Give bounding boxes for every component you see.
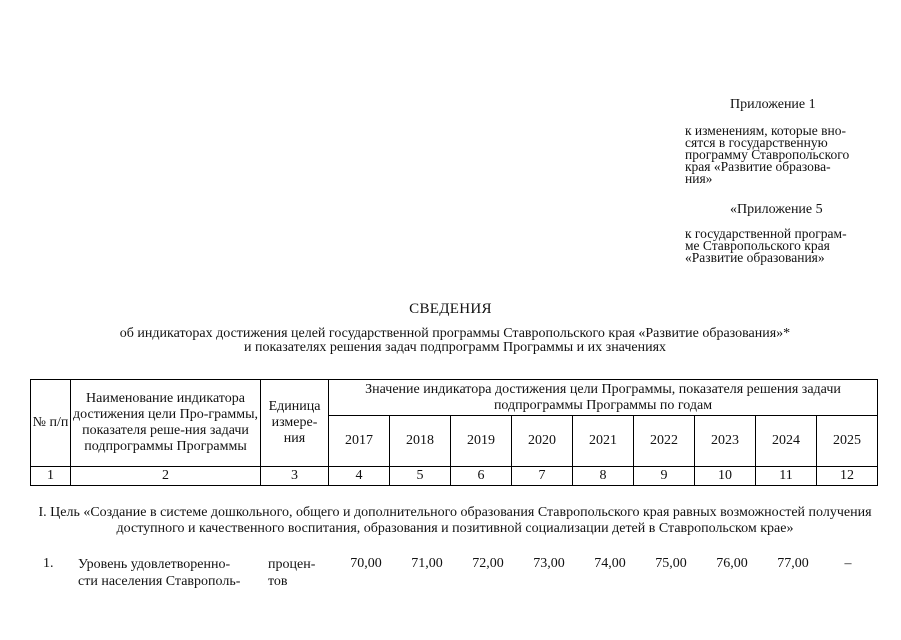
- row-name-line: Уровень удовлетворенно-: [78, 557, 231, 572]
- appendix-1-note-line: ния»: [685, 171, 713, 186]
- header-cell-number: № п/п: [31, 380, 71, 467]
- header-year: 2018: [390, 416, 451, 467]
- header-cell-unit: Единица измере-ния: [261, 380, 329, 467]
- appendix-1-note-line: программу Ставропольского: [685, 147, 850, 162]
- column-number: 7: [512, 467, 573, 486]
- row-value-2020: 73,00: [533, 556, 565, 571]
- column-number: 3: [261, 467, 329, 486]
- column-number: 4: [329, 467, 390, 486]
- appendix-1-title: Приложение 1: [730, 97, 816, 112]
- subtitle-line-2: и показателях решения задач подпрограмм Программы и их значениях: [243, 340, 667, 355]
- header-cell-name: Наименование индикатора достижения цели Про-граммы, показателя реше-ния задачи подпрограммы Программы: [71, 380, 261, 467]
- header-cell-values: Значение индикатора достижения цели Программы, показателя решения задачи подпрограммы Программы по годам: [329, 380, 878, 416]
- appendix-5-note-line: ме Ставропольского края: [685, 238, 830, 253]
- document-title: СВЕДЕНИЯ: [409, 301, 492, 317]
- column-number: 1: [31, 467, 71, 486]
- indicators-table: [30, 379, 878, 486]
- appendix-5-note-line: «Развитие образования»: [685, 250, 825, 265]
- header-year: 2020: [512, 416, 573, 467]
- column-number: 9: [634, 467, 695, 486]
- row-value-2023: 76,00: [716, 556, 748, 571]
- row-value-2019: 72,00: [472, 556, 504, 571]
- header-year: 2017: [329, 416, 390, 467]
- header-year: 2025: [817, 416, 878, 467]
- column-number: 6: [451, 467, 512, 486]
- header-year: 2024: [756, 416, 817, 467]
- header-year: 2023: [695, 416, 756, 467]
- row-unit-line: тов: [268, 574, 288, 589]
- row-value-2017: 70,00: [350, 556, 382, 571]
- row-number: 1.: [43, 556, 54, 571]
- row-indicator-name: [78, 556, 255, 590]
- row-value-2025: –: [844, 556, 852, 571]
- row-value-2022: 75,00: [655, 556, 687, 571]
- column-number: 11: [756, 467, 817, 486]
- section-goal: I. Цель «Создание в системе дошкольного, общего и дополнительного образования Ставропольского края равных возможностей получения доступного и качественного воспитания, образования и позитивной социализации детей в Ставропольском крае»: [38, 505, 872, 536]
- column-number: 8: [573, 467, 634, 486]
- row-value-2018: 71,00: [411, 556, 443, 571]
- appendix-1-note: [685, 125, 870, 185]
- appendix-5-title: «Приложение 5: [730, 202, 823, 217]
- column-number: 2: [71, 467, 261, 486]
- subtitle-line-1: об индикаторах достижения целей государственной программы Ставропольского края «Развитие образования»*: [119, 326, 791, 341]
- appendix-5-note: [685, 228, 870, 264]
- header-year: 2022: [634, 416, 695, 467]
- appendix-1-note-line: края «Развитие образова-: [685, 159, 831, 174]
- row-name-line: сти населения Ставрополь-: [78, 574, 241, 589]
- row-value-2024: 77,00: [777, 556, 809, 571]
- column-number: 10: [695, 467, 756, 486]
- header-year: 2019: [451, 416, 512, 467]
- header-year: 2021: [573, 416, 634, 467]
- document-subtitle: [40, 327, 870, 355]
- column-number: 12: [817, 467, 878, 486]
- appendix-5-note-line: к государственной програм-: [685, 226, 847, 241]
- row-unit: [268, 556, 328, 590]
- appendix-1-note-line: к изменениям, которые вно-: [685, 123, 846, 138]
- appendix-1-note-line: сятся в государственную: [685, 135, 828, 150]
- row-unit-line: процен-: [268, 557, 316, 572]
- row-value-2021: 74,00: [594, 556, 626, 571]
- column-number: 5: [390, 467, 451, 486]
